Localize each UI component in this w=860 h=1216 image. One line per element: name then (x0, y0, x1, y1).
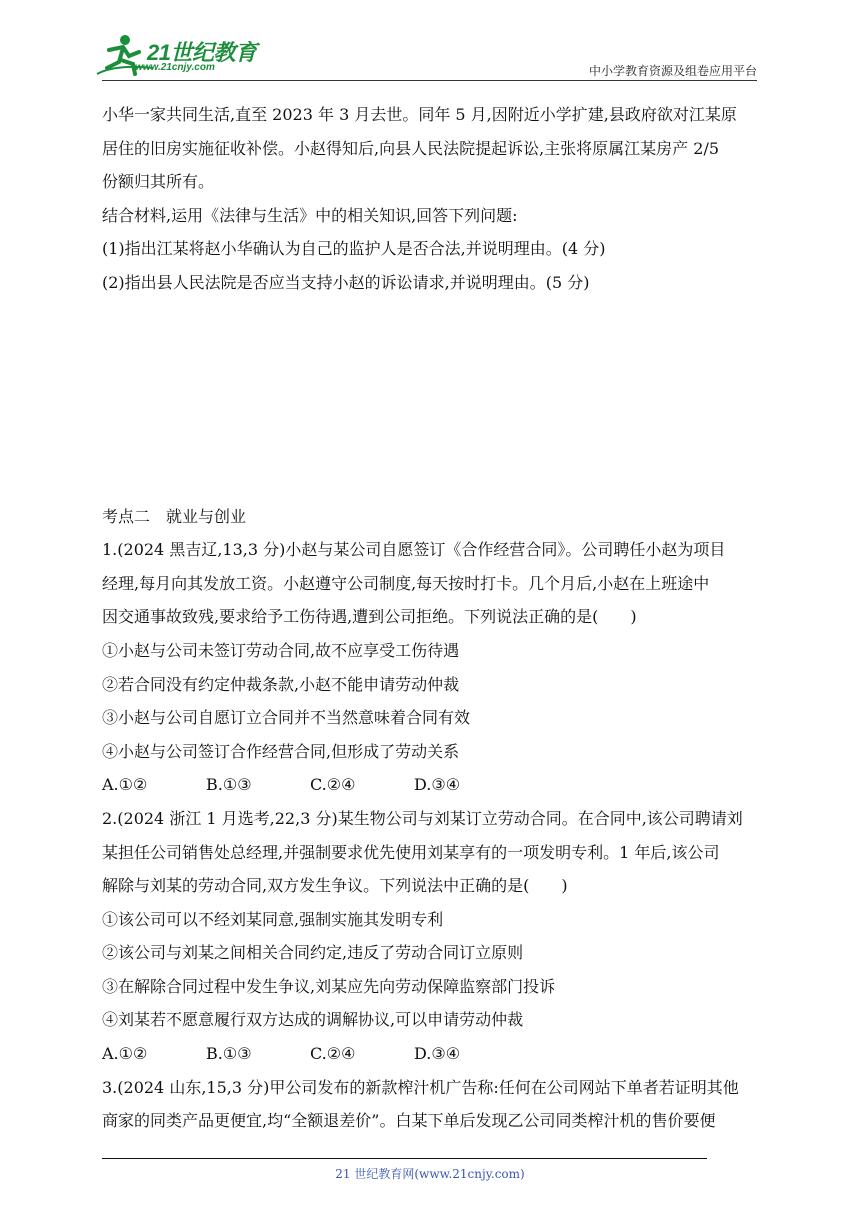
intro-line: 结合材料,运用《法律与生活》中的相关知识,回答下列问题: (102, 205, 518, 225)
option-a: A.①② (102, 775, 148, 795)
statement-item: ③小赵与公司自愿订立合同并不当然意味着合同有效 (102, 708, 471, 728)
question-stem: 某担任公司销售处总经理,并强制要求优先使用刘某享有的一项发明专利。1 年后,该公司 (102, 842, 720, 862)
question-stem: 1.(2024 黑吉辽,13,3 分)小赵与某公司自愿签订《合作经营合同》。公司聘任小赵为项目 (102, 540, 726, 560)
platform-label: 中小学教育资源及组卷应用平台 (588, 64, 757, 78)
site-logo[interactable] (95, 34, 260, 78)
intro-line: 小华一家共同生活,直至 2023 年 3 月去世。同年 5 月,因附近小学扩建,县政府欲对江某原 (102, 105, 737, 124)
statement-item: ②该公司与刘某之间相关合同约定,违反了劳动合同订立原则 (102, 943, 524, 963)
statement-item: ④小赵与公司签订合作经营合同,但形成了劳动关系 (102, 741, 460, 761)
option-d: D.③④ (414, 775, 461, 795)
logo-url: www.21cnjy.com (135, 62, 215, 73)
option-c: C.②④ (310, 775, 356, 795)
answer-options (102, 1037, 762, 1071)
header-divider (102, 80, 757, 81)
logo-title: 21世纪教育 (147, 40, 257, 65)
option-c: C.②④ (310, 1044, 356, 1064)
question-stem: 解除与刘某的劳动合同,双方发生争议。下列说法中正确的是( ) (102, 876, 568, 896)
footer-link[interactable]: 21 世纪教育网(www.21cnjy.com) (335, 1167, 525, 1181)
question-3 (102, 1071, 762, 1138)
page-header (0, 0, 860, 90)
answer-options (102, 768, 762, 802)
question-1 (102, 533, 762, 802)
question-stem: 经理,每月向其发放工资。小赵遵守公司制度,每天按时打卡。几个月后,小赵在上班途中 (102, 573, 710, 593)
question-stem: 2.(2024 浙江 1 月选考,22,3 分)某生物公司与刘某订立劳动合同。在合同中,该公司聘请刘 (102, 808, 743, 828)
sub-question-1: (1)指出江某将赵小华确认为自己的监护人是否合法,并说明理由。(4 分) (102, 239, 606, 259)
option-b: B.①③ (206, 1044, 252, 1064)
question-2 (102, 802, 762, 1071)
document-body (102, 98, 762, 1138)
statement-item: ④刘某若不愿意履行双方达成的调解协议,可以申请劳动仲裁 (102, 1010, 524, 1030)
option-d: D.③④ (414, 1044, 461, 1064)
statement-item: ①该公司可以不经刘某同意,强制实施其发明专利 (102, 909, 444, 929)
section-title: 考点二 就业与创业 (102, 506, 247, 526)
intro-line: 居住的旧房实施征收补偿。小赵得知后,向县人民法院提起诉讼,主张将原属江某房产 2/5 (102, 138, 720, 158)
question-stem: 3.(2024 山东,15,3 分)甲公司发布的新款榨汁机广告称:任何在公司网站下单者若证明其他 (102, 1077, 739, 1097)
statement-item: ①小赵与公司未签订劳动合同,故不应享受工伤待遇 (102, 640, 460, 660)
option-b: B.①③ (206, 775, 252, 795)
statement-item: ②若合同没有约定仲裁条款,小赵不能申请劳动仲裁 (102, 674, 460, 694)
intro-line: 份额归其所有。 (102, 172, 215, 192)
question-stem: 因交通事故致残,要求给予工伤待遇,遭到公司拒绝。下列说法正确的是( ) (102, 607, 637, 627)
answer-space (102, 300, 762, 500)
question-stem: 商家的同类产品更便宜,均“全额退差价”。白某下单后发现乙公司同类榨汁机的售价要便 (102, 1111, 716, 1131)
statement-item: ③在解除合同过程中发生争议,刘某应先向劳动保障监察部门投诉 (102, 976, 556, 996)
option-a: A.①② (102, 1044, 148, 1064)
sub-question-2: (2)指出县人民法院是否应当支持小赵的诉讼请求,并说明理由。(5 分) (102, 272, 590, 292)
footer-divider (102, 1158, 707, 1159)
